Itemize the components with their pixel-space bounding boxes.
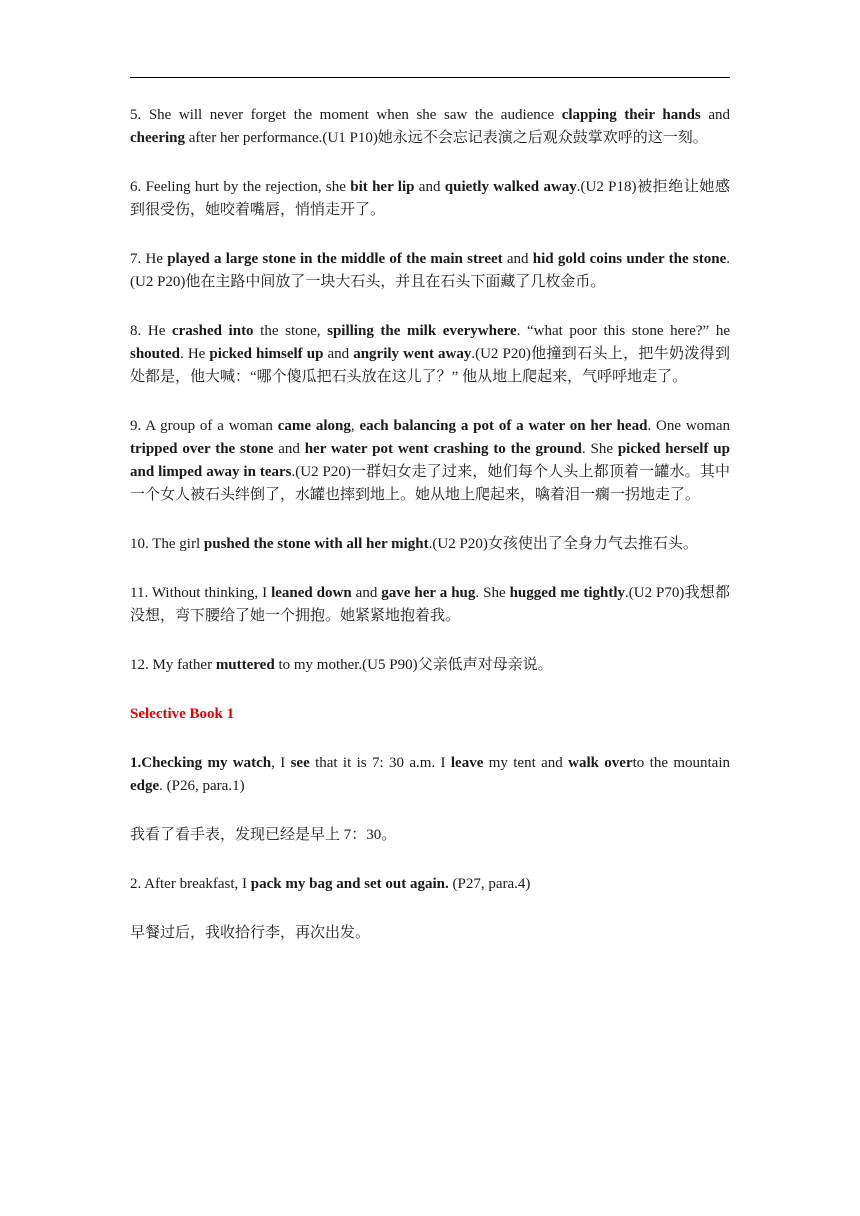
text-run: .(U2 P18)被拒绝让她感到很受伤，她咬着嘴唇，悄悄走开了。 bbox=[130, 179, 730, 218]
bold-phrase: came along bbox=[277, 418, 351, 434]
bold-phrase: clapping their hands bbox=[561, 107, 701, 123]
sentence-item-10 bbox=[130, 533, 730, 556]
bold-phrase: 1.Checking my watch bbox=[130, 755, 272, 771]
bold-phrase: pack my bag and set out again. bbox=[250, 876, 449, 892]
sentence-item-6 bbox=[130, 176, 730, 222]
text-run: 9. A group of a woman bbox=[130, 418, 278, 434]
text-run: and bbox=[273, 441, 305, 457]
text-run: to the mountain bbox=[632, 755, 730, 771]
text-run: . “what poor this stone here?” he bbox=[516, 323, 730, 339]
text-run: .(U2 P20)一群妇女走了过来，她们每个人头上都顶着一罐水。其中一个女人被石头绊倒了，水罐也摔到地上。她从地上爬起来，噙着泪一瘸一拐地走了。 bbox=[130, 464, 730, 503]
text-run: 6. Feeling hurt by the rejection, she bbox=[130, 179, 351, 195]
text-run: 7. He bbox=[130, 251, 168, 267]
bold-phrase: walk over bbox=[568, 755, 633, 771]
bold-phrase: each balancing a pot of a water on her head bbox=[359, 418, 648, 434]
bold-phrase: leaned down bbox=[271, 585, 352, 601]
bold-phrase: picked himself up bbox=[209, 346, 324, 362]
text-run: . (U2 P20)他在主路中间放了一块大石头，并且在石头下面藏了几枚金币。 bbox=[130, 251, 730, 290]
text-run: 10. The girl bbox=[130, 536, 204, 552]
bold-phrase: shouted bbox=[130, 346, 181, 362]
bold-phrase: quietly walked away bbox=[444, 179, 577, 195]
text-run: and bbox=[414, 179, 445, 195]
bold-phrase: edge bbox=[130, 778, 160, 794]
text-run: 8. He bbox=[130, 323, 172, 339]
text-run: .(U2 P20)他撞到石头上，把牛奶泼得到处都是，他大喊：“哪个傻瓜把石头放在这儿了？” 他从地上爬起来，气呼呼地走了。 bbox=[130, 346, 730, 385]
sentence-item-7 bbox=[130, 248, 730, 294]
text-run: 12. My father bbox=[130, 657, 216, 673]
bold-phrase: leave bbox=[450, 755, 484, 771]
text-run: and bbox=[502, 251, 533, 267]
bold-phrase: tripped over the stone bbox=[130, 441, 274, 457]
text-run: . One woman bbox=[647, 418, 731, 434]
bold-phrase: hugged me tightly bbox=[509, 585, 625, 601]
text-run: and bbox=[700, 107, 730, 123]
section-sentence-sel-1 bbox=[130, 752, 730, 798]
bold-phrase: cheering bbox=[130, 130, 185, 146]
bold-phrase: see bbox=[290, 755, 310, 771]
text-run: and bbox=[351, 585, 382, 601]
text-run: to my mother.(U5 P90)父亲低声对母亲说。 bbox=[274, 657, 553, 673]
section-sentence-sel-2 bbox=[130, 873, 730, 896]
text-run: that it is 7: 30 a.m. I bbox=[309, 755, 451, 771]
text-run: , I bbox=[271, 755, 291, 771]
bold-phrase: pushed the stone with all her might bbox=[203, 536, 429, 552]
section-heading: Selective Book 1 bbox=[130, 706, 235, 722]
text-run: and bbox=[323, 346, 354, 362]
sentence-item-11 bbox=[130, 582, 730, 628]
text-run: (P27, para.4) bbox=[448, 876, 531, 892]
document-body bbox=[130, 104, 730, 971]
text-run: my tent and bbox=[483, 755, 569, 771]
text-run: 早餐过后，我收拾行李，再次出发。 bbox=[130, 925, 371, 941]
text-run: 2. After breakfast, I bbox=[130, 876, 251, 892]
bold-phrase: muttered bbox=[215, 657, 275, 673]
sentence-item-12 bbox=[130, 654, 730, 677]
section-sentence-sel-2-zh bbox=[130, 922, 730, 945]
bold-phrase: hid gold coins under the stone bbox=[532, 251, 727, 267]
text-run: . He bbox=[180, 346, 210, 362]
bold-phrase: crashed into bbox=[171, 323, 254, 339]
text-run: . (P26, para.1) bbox=[159, 778, 245, 794]
bold-phrase: angrily went away bbox=[353, 346, 472, 362]
text-run: . She bbox=[581, 441, 618, 457]
bold-phrase: gave her a hug bbox=[381, 585, 476, 601]
sentence-item-5 bbox=[130, 104, 730, 150]
sentence-list bbox=[130, 104, 730, 677]
sentence-item-8 bbox=[130, 320, 730, 389]
text-run: 5. She will never forget the moment when she saw the audience bbox=[130, 107, 562, 123]
section-sentence-sel-1-zh bbox=[130, 824, 730, 847]
bold-phrase: played a large stone in the middle of the main street bbox=[167, 251, 503, 267]
text-run: .(U2 P20)女孩使出了全身力气去推石头。 bbox=[428, 536, 698, 552]
bold-phrase: picked herself up and limped away in tears bbox=[130, 441, 730, 480]
bold-phrase: bit her lip bbox=[350, 179, 415, 195]
text-run: 我看了看手表，发现已经是早上 7：30。 bbox=[130, 827, 397, 843]
sentence-item-9 bbox=[130, 415, 730, 507]
bold-phrase: spilling the milk everywhere bbox=[327, 323, 517, 339]
text-run: . She bbox=[475, 585, 510, 601]
text-run: , bbox=[350, 418, 360, 434]
text-run: the stone, bbox=[253, 323, 328, 339]
section-sentence-list bbox=[130, 752, 730, 945]
header-rule bbox=[130, 77, 730, 78]
text-run: 11. Without thinking, I bbox=[130, 585, 272, 601]
text-run: after her performance.(U1 P10)她永远不会忘记表演之后观众鼓掌欢呼的这一刻。 bbox=[184, 130, 708, 146]
bold-phrase: her water pot went crashing to the ground bbox=[304, 441, 582, 457]
text-run: .(U2 P70)我想都没想，弯下腰给了她一个拥抱。她紧紧地抱着我。 bbox=[130, 585, 730, 624]
